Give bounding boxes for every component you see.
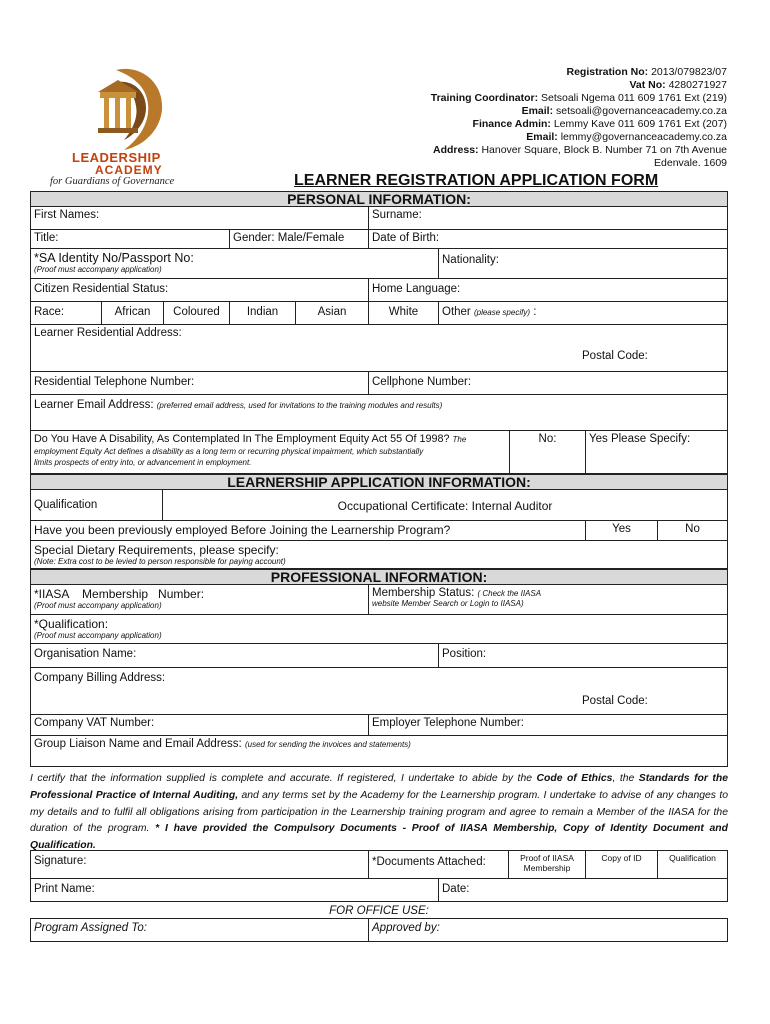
disability-no[interactable]: No: bbox=[509, 430, 586, 474]
gender-field[interactable]: Gender: Male/Female bbox=[229, 229, 369, 249]
citizen-status-field[interactable]: Citizen Residential Status: bbox=[30, 278, 369, 302]
postal-code-label: Postal Code: bbox=[582, 350, 648, 362]
doc-copy-id[interactable]: Copy of ID bbox=[585, 850, 658, 879]
approved-by-field[interactable]: Approved by: bbox=[368, 918, 728, 942]
doc-qualification[interactable]: Qualification bbox=[657, 850, 728, 879]
print-name-field[interactable]: Print Name: bbox=[30, 878, 439, 902]
surname-field[interactable]: Surname: bbox=[368, 206, 728, 230]
race-asian[interactable]: Asian bbox=[295, 301, 369, 325]
address-label: Learner Residential Address: bbox=[34, 327, 182, 339]
header-line-3: Training Coordinator: Setsoali Ngema 011 609 1761 Ext (219) bbox=[430, 92, 727, 104]
personal-heading: PERSONAL INFORMATION: bbox=[30, 191, 728, 207]
residential-address-field[interactable] bbox=[30, 324, 728, 372]
header-line-1: Registration No: 2013/079823/07 bbox=[566, 66, 727, 78]
org-details bbox=[431, 66, 727, 170]
title-field[interactable]: Title: bbox=[30, 229, 230, 249]
employer-phone-field[interactable]: Employer Telephone Number: bbox=[368, 714, 728, 736]
group-liaison-field[interactable]: Group Liaison Name and Email Address: (used for sending the invoices and statements) bbox=[30, 735, 728, 767]
header-line-5: Finance Admin: Lemmy Kave 011 609 1761 Ext (207) bbox=[472, 118, 727, 130]
dob-field[interactable]: Date of Birth: bbox=[368, 229, 728, 249]
race-indian[interactable]: Indian bbox=[229, 301, 296, 325]
form-title: LEARNER REGISTRATION APPLICATION FORM bbox=[294, 172, 659, 189]
first-names-field[interactable]: First Names: bbox=[30, 206, 369, 230]
declaration-text: I certify that the information supplied is complete and accurate. If registered, I undertake to abide by the Code of Ethics, the Standards for the Professional Practice of Internal Auditing, and any terms set by the Academy for the Learnership program. I undertake to advise of any changes to my details and to fulfil all obligations arising from participation in the Learnership training program and agree to remain a Member of the IIASA for the duration of the program. * I have provided the Compulsory Documents - Proof of IIASA Membership, Copy of Identity Document and Qualification. bbox=[30, 773, 729, 852]
race-label: Race: bbox=[30, 301, 102, 325]
header-line-7: Address: Hanover Square, Block B. Number 71 on 7th Avenue bbox=[433, 144, 727, 156]
home-language-field[interactable]: Home Language: bbox=[368, 278, 728, 302]
previous-employment-question: Have you been previously employed Before Joining the Learnership Program? bbox=[30, 520, 586, 541]
qualification-label: Qualification bbox=[30, 489, 163, 521]
learnership-heading: LEARNERSHIP APPLICATION INFORMATION: bbox=[30, 474, 728, 490]
date-field[interactable]: Date: bbox=[438, 878, 728, 902]
header-line-6: Email: lemmy@governanceacademy.co.za bbox=[526, 131, 727, 143]
nationality-field[interactable]: Nationality: bbox=[438, 248, 728, 279]
sa-id-note: (Proof must accompany application) bbox=[34, 265, 162, 274]
position-field[interactable]: Position: bbox=[438, 643, 728, 668]
company-vat-field[interactable]: Company VAT Number: bbox=[30, 714, 369, 736]
sa-id-field[interactable] bbox=[30, 248, 439, 279]
dietary-requirements-field[interactable]: Special Dietary Requirements, please specify: (Note: Extra cost to be levied to person responsible for paying account) bbox=[30, 540, 728, 569]
professional-heading: PROFESSIONAL INFORMATION: bbox=[30, 569, 728, 585]
cellphone-field[interactable]: Cellphone Number: bbox=[368, 371, 728, 395]
billing-postal-code-label: Postal Code: bbox=[582, 695, 648, 707]
billing-address-field[interactable]: Company Billing Address: Postal Code: bbox=[30, 667, 728, 715]
program-assigned-field[interactable]: Program Assigned To: bbox=[30, 918, 369, 942]
logo-name: LEADERSHIP bbox=[72, 150, 161, 165]
sa-id-label: *SA Identity No/Passport No: bbox=[34, 251, 194, 265]
logo-tagline: for Guardians of Governance bbox=[50, 176, 175, 187]
header-line-4: Email: setsoali@governanceacademy.co.za bbox=[521, 105, 727, 117]
race-other[interactable]: Other (please specify) : bbox=[438, 301, 728, 325]
academy-logo bbox=[48, 64, 198, 189]
membership-status-field[interactable]: Membership Status: ( Check the IIASA website Member Search or Login to IIASA) bbox=[368, 584, 728, 615]
disability-question: Do You Have A Disability, As Contemplated In The Employment Equity Act 55 Of 1998? The employment Equity Act defines a disability as a long term or recurring physical impairment, which substantially limits prospects of entry into, or advancement in employment. bbox=[30, 430, 510, 474]
header-line-8: Edenvale. 1609 bbox=[654, 157, 727, 169]
residential-phone-field[interactable]: Residential Telephone Number: bbox=[30, 371, 369, 395]
header-line-2: Vat No: 4280271927 bbox=[629, 79, 727, 91]
learner-email-field[interactable]: Learner Email Address: (preferred email address, used for invitations to the training modules and results) bbox=[30, 394, 728, 431]
logo-sub: ACADEMY bbox=[95, 163, 163, 177]
signature-field[interactable]: Signature: bbox=[30, 850, 369, 879]
organisation-name-field[interactable]: Organisation Name: bbox=[30, 643, 439, 668]
disability-yes-specify[interactable]: Yes Please Specify: bbox=[585, 430, 728, 474]
documents-attached-label: *Documents Attached: bbox=[368, 850, 509, 879]
race-white[interactable]: White bbox=[368, 301, 439, 325]
race-coloured[interactable]: Coloured bbox=[163, 301, 230, 325]
prev-employed-yes[interactable]: Yes bbox=[585, 520, 658, 541]
professional-qualification-field[interactable]: *Qualification: (Proof must accompany application) bbox=[30, 614, 728, 644]
prev-employed-no[interactable]: No bbox=[657, 520, 728, 541]
doc-proof-iiasa[interactable]: Proof of IIASA Membership bbox=[508, 850, 586, 879]
office-use-heading: FOR OFFICE USE: bbox=[329, 905, 429, 917]
race-african[interactable]: African bbox=[101, 301, 164, 325]
qualification-value[interactable]: Occupational Certificate: Internal Auditor bbox=[162, 489, 728, 521]
logo-emblem-icon bbox=[78, 64, 168, 152]
iiasa-membership-field[interactable]: *IIASA Membership Number: (Proof must accompany application) bbox=[30, 584, 369, 615]
